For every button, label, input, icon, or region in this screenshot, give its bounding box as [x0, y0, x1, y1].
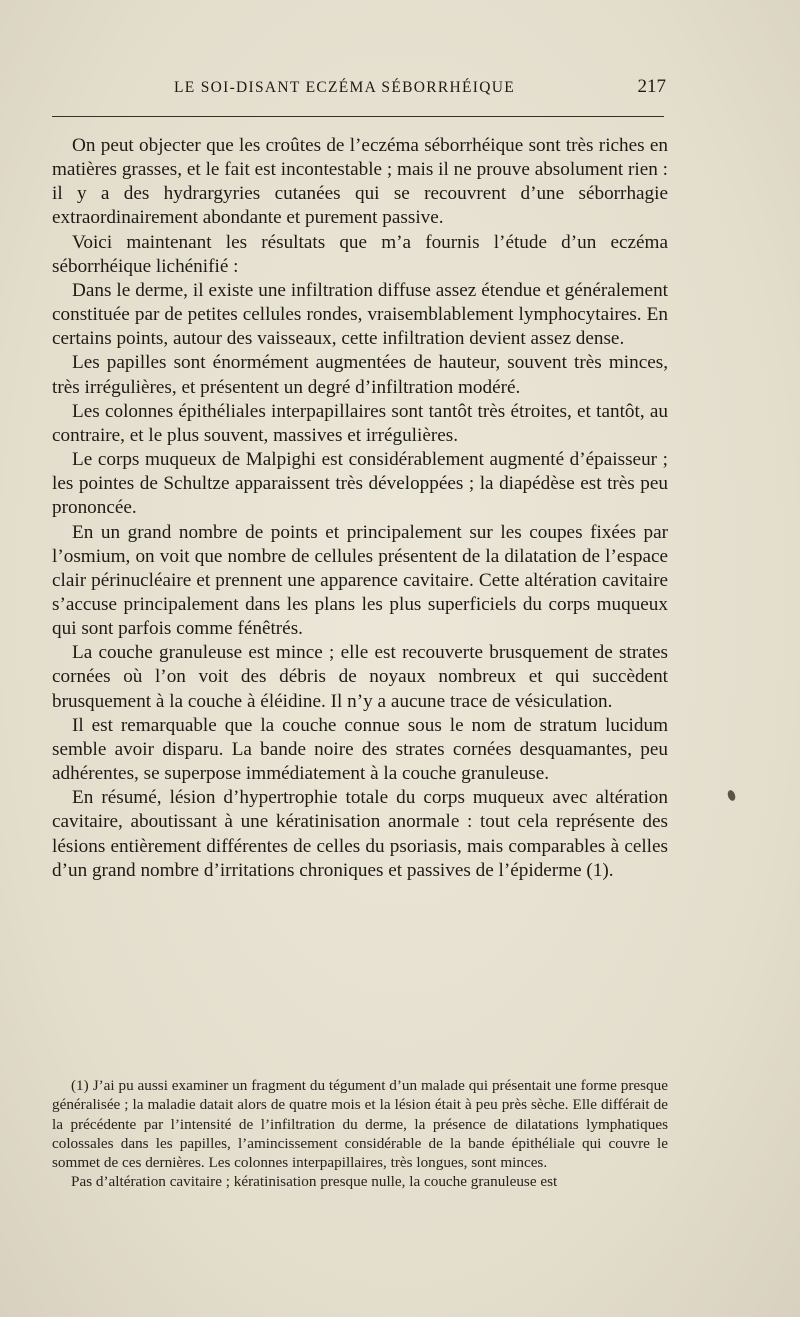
paragraph: Dans le derme, il existe une infiltration diffuse assez étendue et généralement constituée par de petites cellules rondes, vraisemblablement lymphocytaires. En certains points, autour des vaisseaux, cette infiltration devient assez dense.	[52, 279, 668, 350]
footnote-text: J’ai pu aussi examiner un fragment du tégument d’un malade qui présentait une forme presque généralisée ; la maladie datait alors de quatre mois et la lésion était à peu près sèche. Elle différait de la précédente par l’intensité de l’infiltration du derme, la présence de dilatations lymphatiques colossales dans les papilles, l’amincissement considérable de la bande épithéliale qui couvre le sommet de ces dernières. Les colonnes interpapillaires, très longues, sont minces.	[52, 1077, 668, 1172]
paragraph: En résumé, lésion d’hypertrophie totale du corps muqueux avec altération cavitaire, aboutissant à une kératinisation anormale : tout cela représente des lésions entièrement différentes de celles du psoriasis, mais comparables à celles d’un grand nombre d’irritations chroniques et passives de l’épiderme (1).	[52, 787, 668, 881]
body-text	[52, 134, 668, 883]
paragraph: Les colonnes épithéliales interpapillaires sont tantôt très étroites, et tantôt, au contraire, et le plus souvent, massives et irrégulières.	[52, 400, 668, 446]
paragraph: En un grand nombre de points et principalement sur les coupes fixées par l’osmium, on voit que nombre de cellules présentent de la dilatation de l’espace clair périnucléaire et prennent une apparence cavitaire. Cette altération cavitaire s’accuse principalement dans les plans les plus superficiels du corps muqueux qui sont parfois comme fénêtrés.	[52, 521, 668, 640]
page-header	[52, 76, 666, 98]
paragraph: Voici maintenant les résultats que m’a fournis l’étude d’un eczéma séborrhéique lichénifié :	[52, 231, 668, 277]
footnote-marker: (1)	[71, 1077, 89, 1094]
footnote-paragraph	[52, 1076, 668, 1172]
ink-speck	[726, 789, 736, 802]
footnote	[52, 1076, 668, 1192]
running-title: LE SOI-DISANT ECZÉMA SÉBORRHÉIQUE	[174, 79, 515, 96]
page-number: 217	[637, 76, 666, 97]
paragraph: Le corps muqueux de Malpighi est considérablement augmenté d’épaisseur ; les pointes de Schultze apparaissent très développées ; la diapédèse est très peu prononcée.	[52, 449, 668, 519]
paragraph: La couche granuleuse est mince ; elle est recouverte brusquement de strates cornées où l’on voit des débris de noyaux nombreux et qui succèdent brusquement à la couche à éléidine. Il n’y a aucune trace de vésiculation.	[52, 642, 668, 712]
header-rule	[52, 116, 664, 117]
footnote-continuation: Pas d’altération cavitaire ; kératinisation presque nulle, la couche granuleuse est	[71, 1173, 558, 1191]
paragraph: Les papilles sont énormément augmentées de hauteur, souvent très minces, très irrégulières, et présentent un degré d’infiltration modéré.	[52, 352, 668, 398]
paragraph: On peut objecter que les croûtes de l’eczéma séborrhéique sont très riches en matières grasses, et le fait est incontestable ; mais il ne prouve absolument rien : il y a des hydrargyries cutanées qui se recouvrent d’une séborrhagie extraordinairement abondante et purement passive.	[52, 135, 668, 229]
paragraph: Il est remarquable que la couche connue sous le nom de stratum lucidum semble avoir disparu. La bande noire des strates cornées desquamantes, peu adhérentes, se superpose immédiatement à la couche granuleuse.	[52, 714, 668, 785]
